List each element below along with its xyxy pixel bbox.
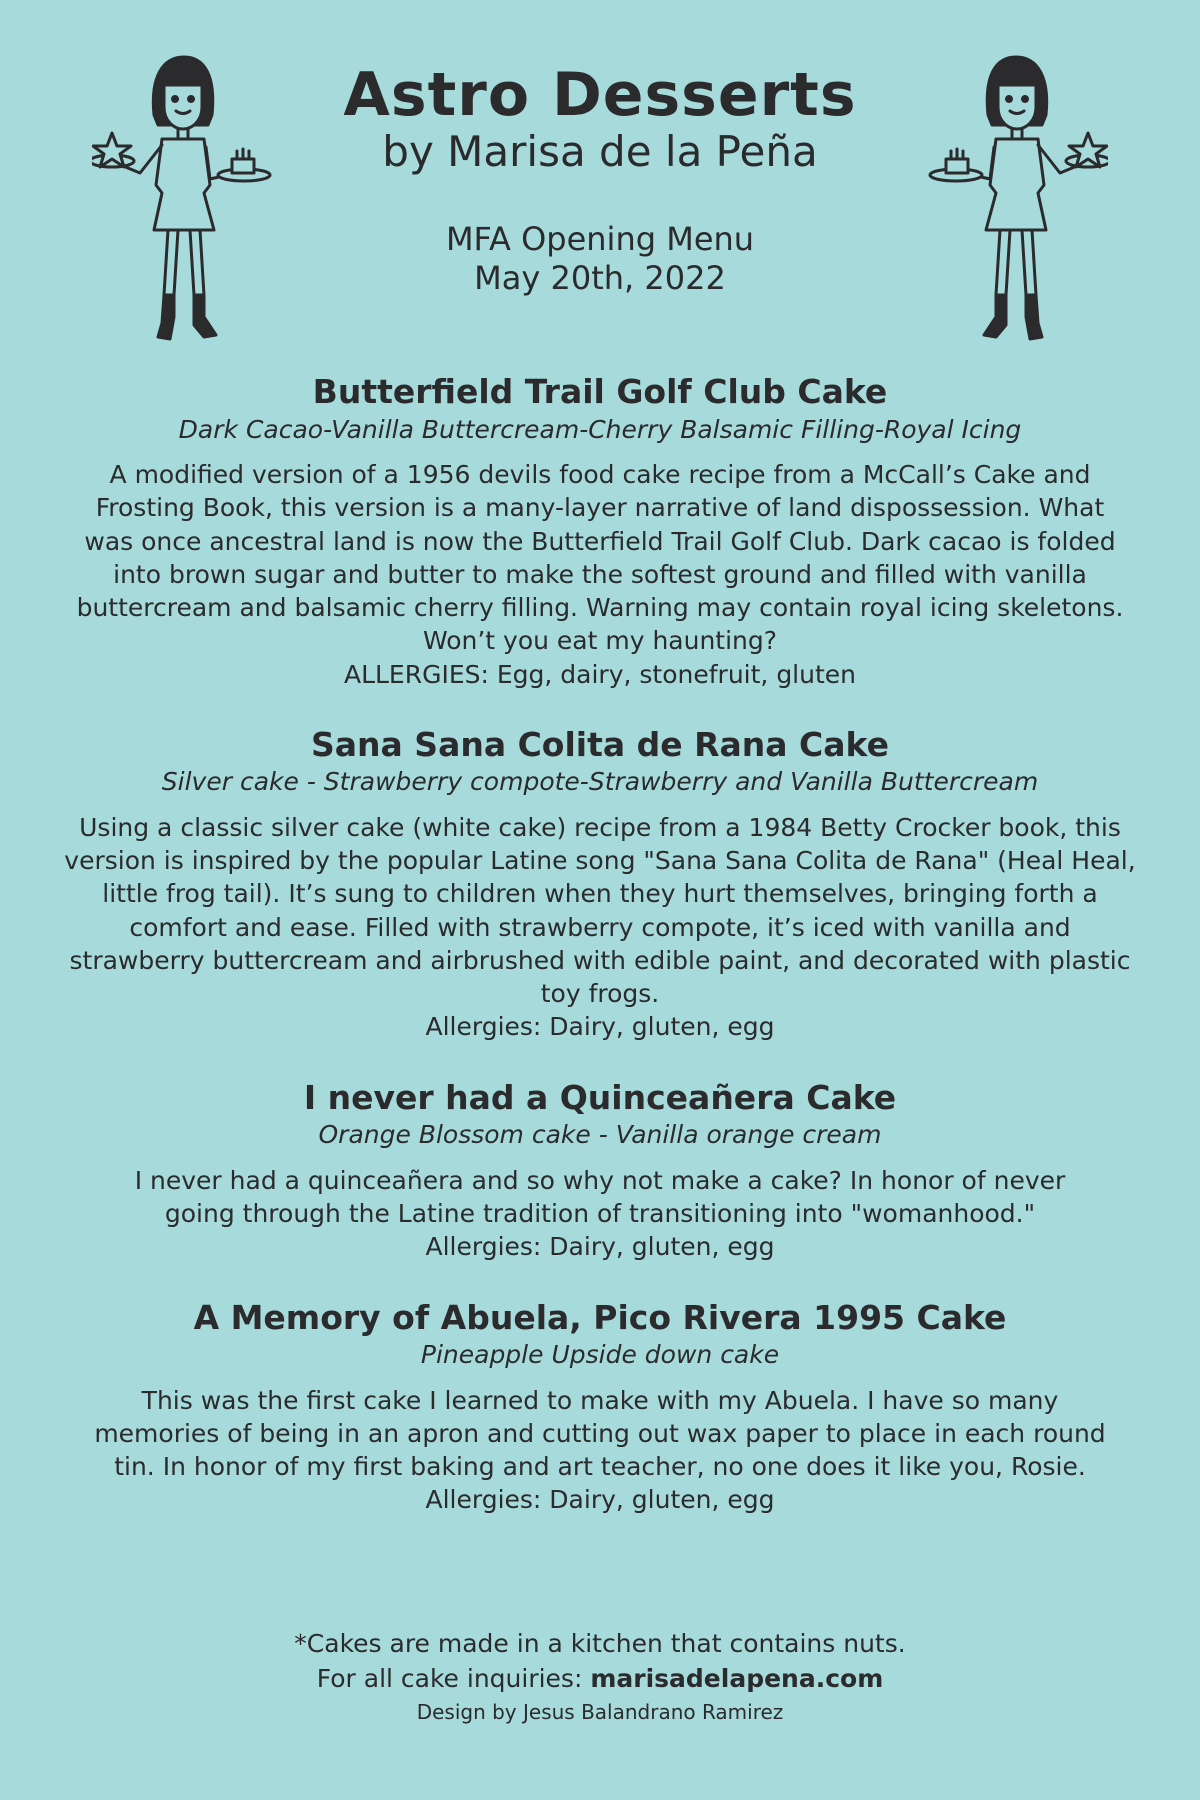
menu-item-description: Using a classic silver cake (white cake) recipe from a 1984 Betty Crocker book, this version is inspired by the popular Latine song "Sana Sana Colita de Rana" (Heal Heal, little frog tail). It’s sung to children when they hurt themselves, bringing forth a comfort and ease. Filled with strawberry compote, it’s iced with vanilla and strawberry buttercream and airbrushed with edible paint, and decorated with plastic toy frogs. <box>64 812 1136 1009</box>
inquiry-line <box>0 1661 1200 1696</box>
menu-footer <box>0 1626 1200 1728</box>
brand-title: Astro Desserts <box>343 60 857 130</box>
menu-item-allergies: Allergies: Dairy, gluten, egg <box>425 1485 775 1515</box>
menu-item-flavors: Pineapple Upside down cake <box>420 1340 780 1370</box>
menu-item-description: This was the first cake I learned to make with my Abuela. I have so many memories of being in an apron and cutting out wax paper to place in each round tin. In honor of my first baking and art teacher, no one does it like you, Rosie. <box>94 1385 1106 1482</box>
menu-item-title: A Memory of Abuela, Pico Rivera 1995 Cake <box>193 1297 1007 1337</box>
website-link[interactable]: marisadelapena.com <box>590 1664 884 1693</box>
menu-item <box>50 1298 1150 1517</box>
event-block <box>0 220 1200 298</box>
event-name: MFA Opening Menu <box>445 220 755 259</box>
menu-item <box>50 372 1150 691</box>
author-byline: by Marisa de la Peña <box>382 127 818 176</box>
inquiry-label: For all cake inquiries: <box>316 1664 583 1693</box>
menu-item-flavors: Dark Cacao-Vanilla Buttercream-Cherry Balsamic Filling-Royal Icing <box>178 414 1022 444</box>
menu-item-title: I never had a Quinceañera Cake <box>303 1077 897 1117</box>
menu-item-description: A modified version of a 1956 devils food cake recipe from a McCall’s Cake and Frosting Book, this version is a many-layer narrative of land dispossession. What was once ancestral land is now the Butterfield Trail Golf Club. Dark cacao is folded into brown sugar and butter to make the softest ground and filled with vanilla buttercream and balsamic cherry filling. Warning may contain royal icing skeletons. Won’t you eat my haunting? <box>76 460 1124 656</box>
menu-header <box>0 62 1200 298</box>
menu-item-allergies: ALLERGIES: Egg, dairy, stonefruit, gluten <box>343 659 857 689</box>
design-credit: Design by Jesus Balandrano Ramirez <box>416 1700 784 1724</box>
menu-item-title: Sana Sana Colita de Rana Cake <box>311 724 889 764</box>
menu-item <box>50 725 1150 1044</box>
menu-item-allergies: Allergies: Dairy, gluten, egg <box>425 1012 775 1042</box>
menu-item-flavors: Orange Blossom cake - Vanilla orange cream <box>318 1120 882 1150</box>
menu-item <box>50 1078 1150 1264</box>
menu-item-flavors: Silver cake - Strawberry compote-Strawberry and Vanilla Buttercream <box>161 767 1039 797</box>
menu-item-title: Butterfield Trail Golf Club Cake <box>312 372 888 411</box>
menu-item-allergies: Allergies: Dairy, gluten, egg <box>425 1232 775 1262</box>
event-date: May 20th, 2022 <box>474 259 726 298</box>
menu-list <box>50 372 1150 1551</box>
nut-warning: *Cakes are made in a kitchen that contains nuts. <box>294 1629 906 1658</box>
menu-item-description: I never had a quinceañera and so why not make a cake? In honor of never going through the Latine tradition of transitioning into "womanhood." <box>134 1165 1066 1229</box>
